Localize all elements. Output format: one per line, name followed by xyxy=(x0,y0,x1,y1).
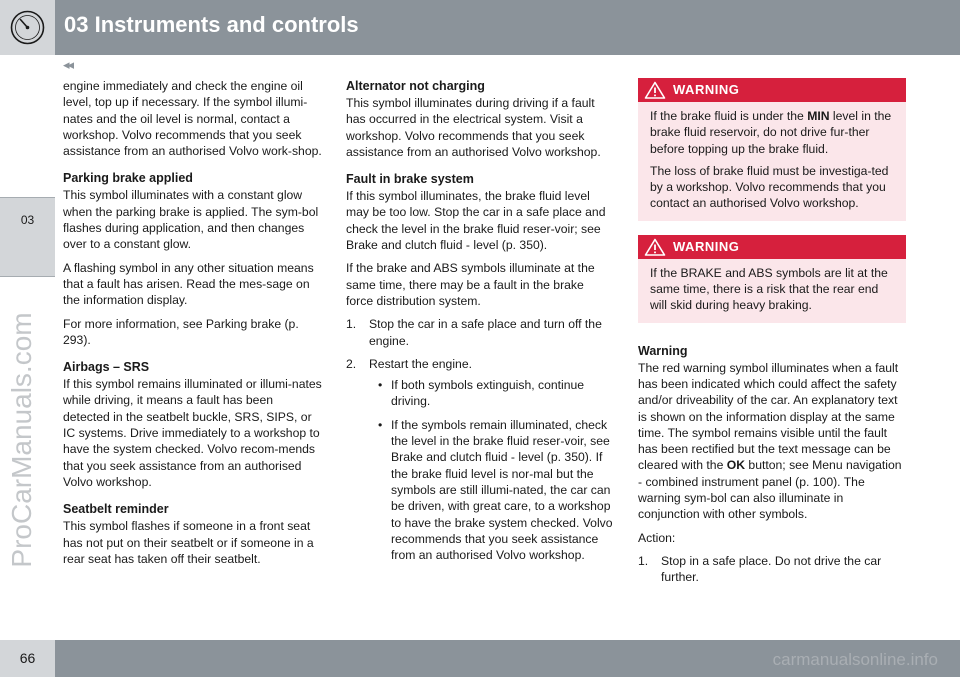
heading-parking-brake: Parking brake applied xyxy=(63,171,193,186)
chapter-tab[interactable] xyxy=(0,197,55,277)
chapter-tab-label: 03 xyxy=(20,213,35,227)
paragraph: This symbol illuminates during driving if a fault has occurred in the electrical system. Visit a workshop. Volvo recommends that you seek assistance from an authorised Volvo workshop. xyxy=(346,96,601,159)
bullet-text: If both symbols extinguish, continue driving. xyxy=(391,378,585,409)
paragraph: If the brake and ABS symbols illuminate at the same time, there may be a fault in the brake force distribution system. xyxy=(346,261,595,308)
page-header xyxy=(0,0,960,55)
paragraph xyxy=(650,108,896,157)
bullet-icon: • xyxy=(378,417,383,432)
paragraph: If the BRAKE and ABS symbols are lit at the same time, there is a risk that the rear end will skid during heavy braking. xyxy=(650,265,888,313)
paragraph-link[interactable]: For more information, see Parking brake (p. 293). xyxy=(63,316,299,347)
paragraph: This symbol flashes if someone in a front seat has not put on their seatbelt or if someone in a rear seat has taken off their seatbelt. xyxy=(63,519,314,566)
step-number: 1. xyxy=(638,553,649,568)
double-chevron-left-icon[interactable]: ◂◂ xyxy=(63,57,73,72)
heading-alternator: Alternator not charging xyxy=(346,79,485,93)
heading-brake-fault: Fault in brake system xyxy=(346,172,474,187)
intro-paragraph: engine immediately and check the engine oil level, top up if necessary. If the symbol illumi-nates and the oil level is normal, contact a workshop. Volvo recommends that you seek assistance from an authorised Volvo work-shop. xyxy=(63,79,322,159)
step-number: 1. xyxy=(346,317,357,332)
steps-list xyxy=(346,316,614,563)
warning-triangle-icon xyxy=(644,238,666,256)
warning-header xyxy=(638,235,906,259)
column-2 xyxy=(346,78,614,570)
paragraph: The loss of brake fluid must be investiga-ted by a workshop. Volvo recommends that you contact an authorised Volvo workshop. xyxy=(650,163,889,211)
paragraph xyxy=(638,360,906,523)
warning-header xyxy=(638,78,906,102)
warning-body xyxy=(638,102,906,221)
step-text: Restart the engine. xyxy=(369,356,472,371)
side-watermark: ProCarManuals.com xyxy=(6,312,37,568)
page-title: 03 Instruments and controls xyxy=(64,12,359,37)
step-text: Stop in a safe place. Do not drive the car further. xyxy=(661,553,882,585)
page-number: 66 xyxy=(19,650,36,666)
steps-list xyxy=(638,553,906,586)
bullet-text[interactable]: If the symbols remain illuminated, check the level in the brake fluid reser-voir, see Brake and clutch fluid - level (p. 350). If the brake fluid level is nor-mal but the symbols are still illumi-nated, the car can be driven, with great care, to a workshop to have the brake system checked. Volvo recommends that you seek assistance from an authorised Volvo workshop. xyxy=(391,417,613,563)
footer-watermark: carmanualsonline.info xyxy=(772,650,938,669)
warning-title: WARNING xyxy=(673,238,740,254)
bullet-icon: • xyxy=(378,378,383,393)
header-icon-box xyxy=(0,0,55,55)
paragraph-link[interactable]: If this symbol illuminates, the brake fluid level may be too low. Stop the car in a safe place and check the level in the brake fluid reser-voir; see Brake and clutch fluid - level (p. 350). xyxy=(346,189,606,253)
warning-triangle-icon xyxy=(644,81,666,99)
warning-title: WARNING xyxy=(673,82,740,97)
text: If the brake fluid is under the xyxy=(650,109,808,123)
list-item xyxy=(346,356,614,564)
action-label: Action: xyxy=(638,530,676,545)
column-3 xyxy=(638,78,906,593)
paragraph: This symbol illuminates with a constant glow when the parking brake is applied. The sym-bol flashes during application, and then changes over to a constant glow. xyxy=(63,188,319,252)
gauge-icon xyxy=(0,0,55,55)
list-item xyxy=(346,316,614,349)
page-footer xyxy=(0,640,960,677)
column-1 xyxy=(63,78,323,574)
heading-warning: Warning xyxy=(638,343,688,358)
warning-box xyxy=(638,78,906,221)
bold-text: OK xyxy=(726,458,746,473)
list-item xyxy=(369,417,614,564)
page-number-box xyxy=(0,640,55,677)
list-item xyxy=(638,553,906,586)
step-number: 2. xyxy=(346,356,357,371)
text: level in the brake fluid reservoir, do not drive fur-ther before topping up the brake fluid. xyxy=(650,109,892,156)
paragraph: A flashing symbol in any other situation means that a fault has arisen. Read the mes-sage on the information display. xyxy=(63,260,314,308)
bold-text: MIN xyxy=(807,109,830,123)
text: button; see Menu navigation - combined instrument panel (p. 100). The warning sym-bol can also illuminate in conjunction with other symbols. xyxy=(638,458,902,522)
warning-body xyxy=(638,259,906,323)
heading-seatbelt: Seatbelt reminder xyxy=(63,502,169,517)
heading-airbags: Airbags – SRS xyxy=(63,360,150,375)
text: The red warning symbol illuminates when a fault has been indicated which could affect the safety and/or driveability of the car. An explanatory text is shown on the information display at the same time. The symbol remains visible until the fault has been rectified but the text message can be cleared with the xyxy=(638,360,899,473)
warning-box xyxy=(638,235,906,323)
paragraph: If this symbol remains illuminated or illumi-nates while driving, it means a fault has been detected in the seatbelt buckle, SRS, SIPS, or IC systems. Drive immediately to a workshop to have the system checked. Volvo recom-mends that you seek assistance from an authorised Volvo workshop. xyxy=(63,377,322,489)
bullet-list xyxy=(369,377,614,563)
step-text: Stop the car in a safe place and turn off the engine. xyxy=(369,317,602,348)
list-item xyxy=(369,377,614,410)
